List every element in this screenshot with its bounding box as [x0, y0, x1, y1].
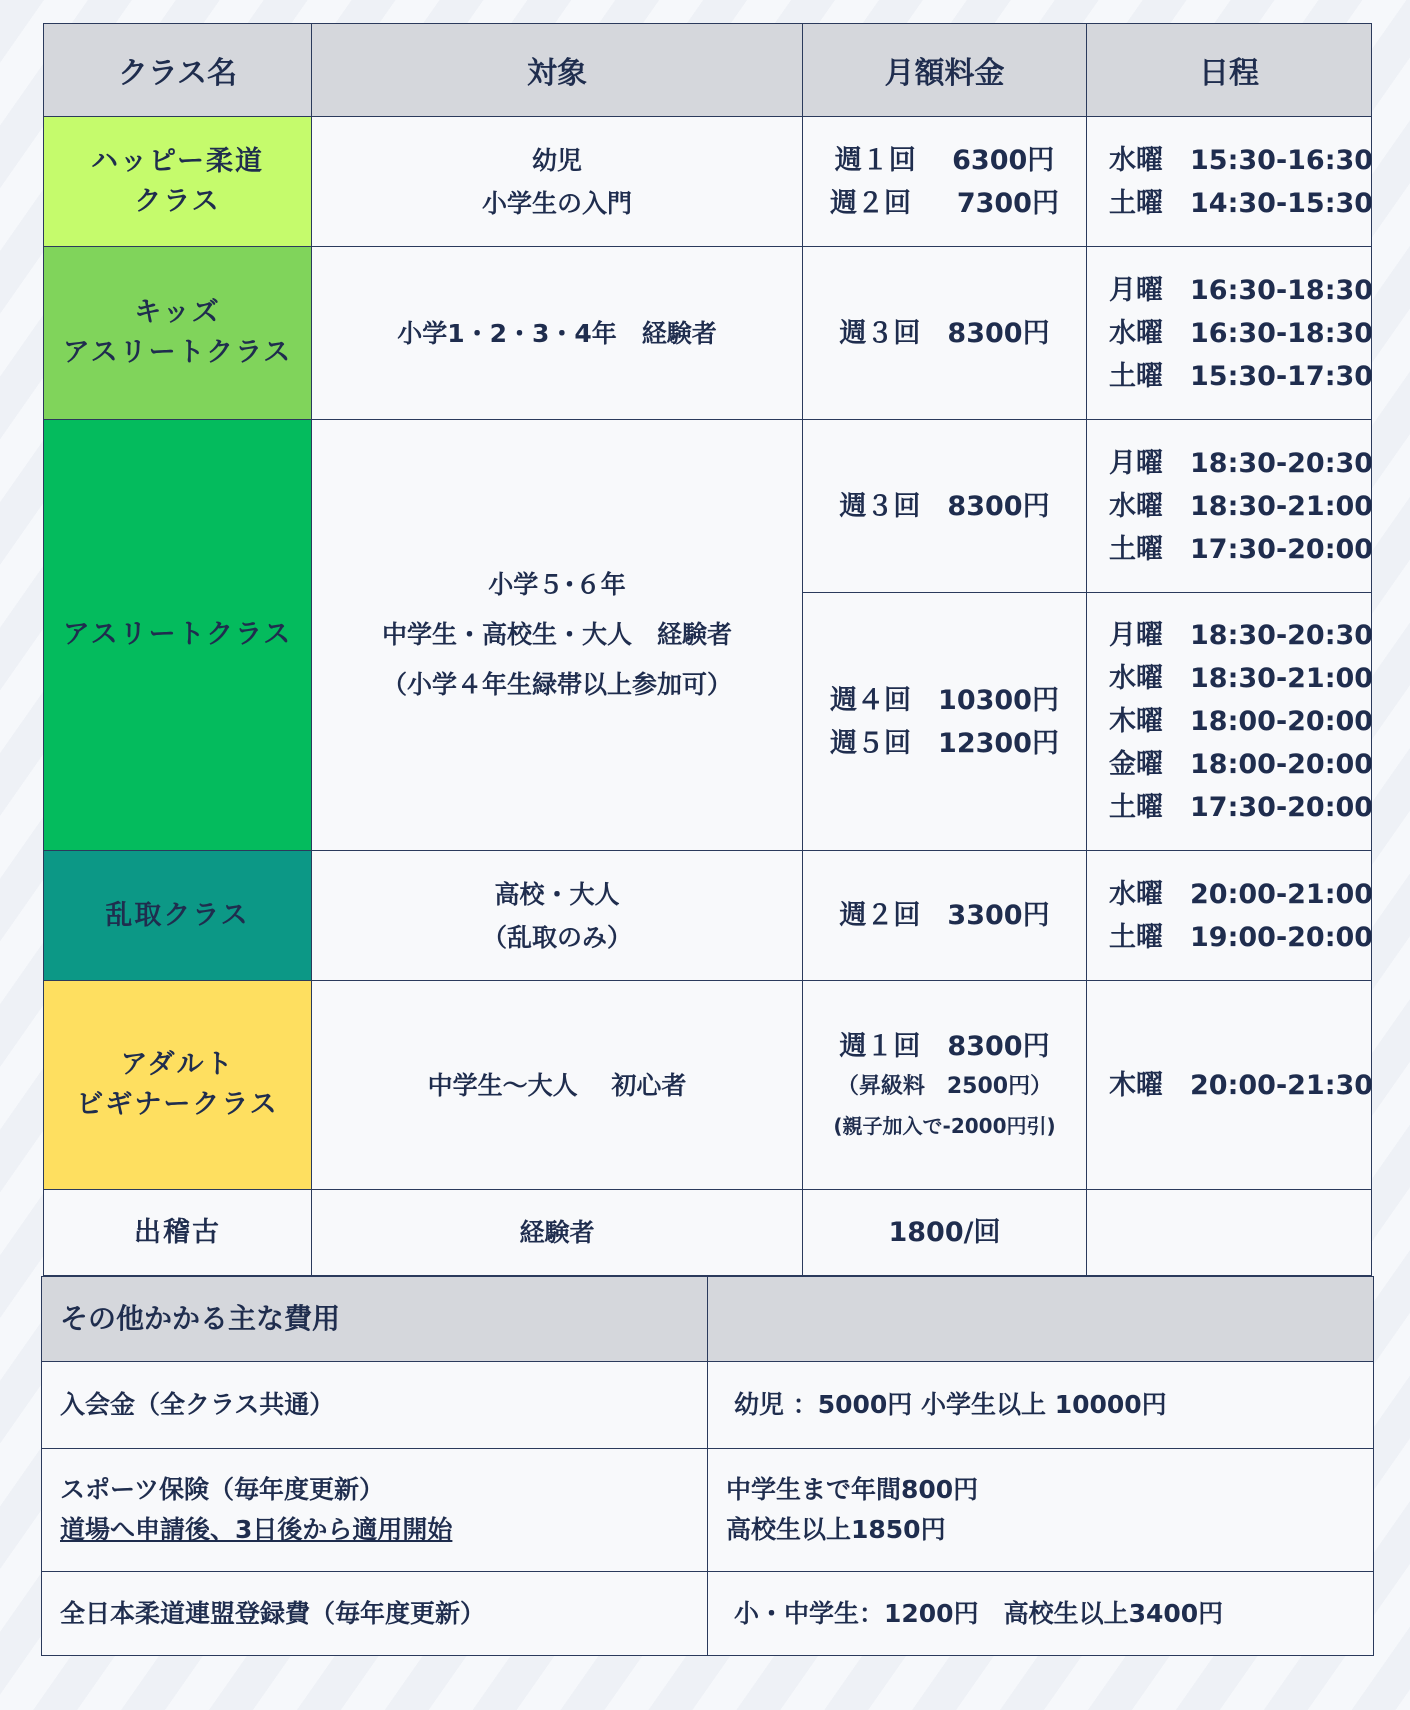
target-cell — [312, 851, 803, 981]
schedule-cell — [1087, 593, 1372, 851]
class-cell — [44, 1190, 312, 1276]
schedule-line: 水曜 20:00-21:00 — [1109, 878, 1374, 910]
target-cell — [312, 117, 803, 247]
class-cell — [44, 117, 312, 247]
fee-label — [42, 1362, 708, 1449]
price-line: 週２回 3300円 — [839, 900, 1050, 931]
fee-row-federation — [42, 1572, 1374, 1656]
price-line: 週１回 8300円 — [839, 1030, 1050, 1062]
target-line: （小学４年生緑帯以上参加可） — [381, 670, 732, 699]
fee-label-line: 入会金（全クラス共通） — [60, 1390, 335, 1419]
fee-value — [708, 1572, 1374, 1656]
fee-label-link[interactable]: 道場へ申請後、3日後から適用開始 — [60, 1515, 453, 1544]
fee-row-enrollment — [42, 1362, 1374, 1449]
fee-label-line: スポーツ保険（毎年度更新） — [60, 1475, 385, 1504]
fee-value-line: 小・中学生：1200円 高校生以上3400円 — [734, 1598, 1224, 1628]
target-cell — [312, 1190, 803, 1276]
fee-label — [42, 1449, 708, 1572]
header-target: 対象 — [312, 24, 803, 117]
class-cell — [44, 981, 312, 1190]
row-athlete-a — [44, 420, 1372, 593]
fee-label — [42, 1572, 708, 1656]
schedule-line: 水曜 18:30-21:00 — [1109, 490, 1374, 522]
schedule-line: 木曜 20:00-21:30 — [1109, 1069, 1374, 1101]
class-name-line: アダルト — [120, 1049, 235, 1080]
price-line: 週１回 6300円 — [834, 144, 1055, 176]
schedule-line: 木曜 18:00-20:00 — [1109, 706, 1374, 737]
class-name-line: ビギナークラス — [76, 1089, 279, 1120]
header-class-name: クラス名 — [44, 24, 312, 117]
schedule-cell — [1087, 420, 1372, 593]
row-kids-athlete — [44, 247, 1372, 420]
schedule-cell — [1087, 117, 1372, 247]
other-fees-table — [41, 1276, 1374, 1656]
class-name-line: アスリートクラス — [62, 619, 293, 650]
schedule-line: 金曜 18:00-20:00 — [1109, 749, 1374, 780]
price-line: 1800/回 — [888, 1217, 1001, 1248]
target-line: 高校・大人 — [494, 879, 620, 909]
fee-value — [708, 1362, 1374, 1449]
target-cell — [312, 420, 803, 851]
class-name-line: アスリートクラス — [62, 337, 293, 368]
target-cell — [312, 247, 803, 420]
fee-value-line: 中学生まで年間800円 — [726, 1475, 979, 1504]
schedule-cell — [1087, 1190, 1372, 1276]
target-line: 中学生・高校生・大人 経験者 — [381, 620, 732, 649]
class-schedule-table — [43, 23, 1372, 1276]
target-cell — [312, 981, 803, 1190]
row-happy-judo — [44, 117, 1372, 247]
price-line: 週５回 12300円 — [830, 727, 1059, 759]
target-line: 経験者 — [519, 1218, 595, 1247]
schedule-cell — [1087, 981, 1372, 1190]
fee-value-line: 幼児 ：5000円 小学生以上 10000円 — [734, 1390, 1167, 1419]
schedule-line: 月曜 18:30-20:30 — [1109, 447, 1374, 479]
class-name-line: ハッピー柔道 — [91, 145, 264, 177]
header-monthly-fee: 月額料金 — [803, 24, 1087, 117]
schedule-line: 土曜 17:30-20:00 — [1109, 533, 1374, 565]
fee-row-insurance — [42, 1449, 1374, 1572]
target-line: 幼児 — [531, 145, 582, 175]
price-line: 週３回 8300円 — [839, 490, 1050, 522]
price-cell — [803, 1190, 1087, 1276]
class-cell — [44, 247, 312, 420]
target-line: （乱取のみ） — [481, 922, 632, 952]
schedule-cell — [1087, 851, 1372, 981]
schedule-line: 水曜 18:30-21:00 — [1109, 663, 1374, 694]
schedule-line: 土曜 17:30-20:00 — [1109, 792, 1374, 823]
price-note: （昇級料 2500円） — [836, 1073, 1053, 1099]
price-cell — [803, 851, 1087, 981]
price-line: 週３回 8300円 — [839, 317, 1050, 349]
price-cell — [803, 593, 1087, 851]
fee-value-line: 高校生以上1850円 — [726, 1515, 946, 1544]
schedule-line: 土曜 19:00-20:00 — [1109, 921, 1374, 953]
target-line: 小学５･６年 — [488, 570, 626, 599]
price-cell — [803, 420, 1087, 593]
fee-value — [708, 1449, 1374, 1572]
schedule-line: 月曜 18:30-20:30 — [1109, 620, 1374, 651]
schedule-line: 土曜 14:30-15:30 — [1109, 187, 1374, 219]
row-visiting-practice — [44, 1190, 1372, 1276]
schedule-line: 水曜 16:30-18:30 — [1109, 317, 1374, 349]
class-cell — [44, 420, 312, 851]
price-line: 週４回 10300円 — [830, 684, 1059, 716]
fee-label-line: 全日本柔道連盟登録費（毎年度更新） — [60, 1598, 486, 1628]
price-cell — [803, 117, 1087, 247]
row-randori — [44, 851, 1372, 981]
target-line: 小学1・2・3・4年 経験者 — [397, 318, 717, 348]
header-schedule: 日程 — [1087, 24, 1372, 117]
row-adult-beginner — [44, 981, 1372, 1190]
class-cell — [44, 851, 312, 981]
price-note: (親子加入で-2000円引) — [833, 1113, 1056, 1138]
fees-header-blank — [708, 1277, 1374, 1362]
header-row — [44, 24, 1372, 117]
schedule-line: 水曜 15:30-16:30 — [1109, 144, 1374, 176]
fees-header-row — [42, 1277, 1374, 1362]
price-cell — [803, 247, 1087, 420]
fees-title: その他かかる主な費用 — [42, 1277, 708, 1362]
schedule-line: 月曜 16:30-18:30 — [1109, 274, 1374, 306]
schedule-cell — [1087, 247, 1372, 420]
target-line: 中学生～大人 初心者 — [427, 1070, 687, 1100]
target-line: 小学生の入門 — [481, 188, 632, 218]
price-line: 週２回 7300円 — [830, 187, 1059, 219]
class-name-line: 乱取クラス — [105, 899, 250, 931]
class-name-line: クラス — [134, 185, 221, 217]
class-name-line: キッズ — [134, 297, 221, 328]
class-name-line: 出稽古 — [134, 1216, 221, 1248]
price-cell — [803, 981, 1087, 1190]
schedule-line: 土曜 15:30-17:30 — [1109, 360, 1374, 392]
